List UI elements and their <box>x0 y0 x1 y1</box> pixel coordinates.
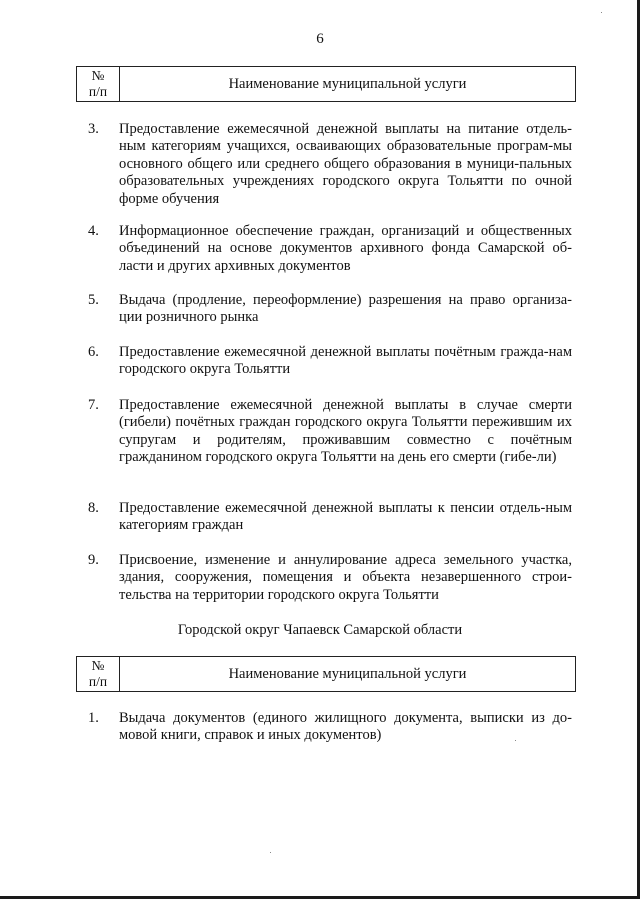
list-item <box>88 397 572 467</box>
list-item-text: Присвоение, изменение и аннулирование адреса земельного участка, здания, сооружения, помещения и объекта незавершенного строи-тельства на территории городского округа Тольятти <box>119 552 572 603</box>
list-item-number: 5. <box>88 292 99 308</box>
scan-speck <box>270 852 271 853</box>
table-header <box>76 66 576 102</box>
item-index-label: п/п <box>88 674 108 689</box>
list-item-text: Выдача (продление, переоформление) разрешения на право организа-ции розничного рынка <box>119 292 572 326</box>
list-item-number: 7. <box>88 397 99 413</box>
list-item-number: 3. <box>88 121 99 137</box>
list-item-number: 9. <box>88 552 99 568</box>
list-item-number: 1. <box>88 710 99 726</box>
number-sign-label: № <box>91 658 105 673</box>
page-number: 6 <box>316 31 324 47</box>
list-item-text: Предоставление ежемесячной денежной выплаты почётным гражда-нам городского округа Тольятти <box>119 344 572 378</box>
list-item <box>88 121 572 208</box>
list-item-number: 4. <box>88 223 99 239</box>
list-item-text: Информационное обеспечение граждан, организаций и общественных объединений на основе документов архивного фонда Самарской об-ласти и других архивных документов <box>119 223 572 274</box>
table-header <box>76 656 576 692</box>
list-item <box>88 500 572 535</box>
scan-speck <box>601 12 602 13</box>
list-item <box>88 292 572 327</box>
section-title: Городской округ Чапаевск Самарской области <box>177 622 463 638</box>
item-index-label: п/п <box>88 84 108 99</box>
list-item-number: 8. <box>88 500 99 516</box>
table-header-title-cell: Наименование муниципальной услуги <box>228 665 467 682</box>
list-item-text: Предоставление ежемесячной денежной выплаты в случае смерти (гибели) почётных граждан городского округа Тольятти пережившим их супругам и родителям, проживавшим совместно с почётным гражданином городского округа Тольятти на день его смерти (гибе-ли) <box>119 397 572 466</box>
list-item-text: Выдача документов (единого жилищного документа, выписки из до-мовой книги, справок и иных документов) <box>119 710 572 744</box>
table-header-title-cell: Наименование муниципальной услуги <box>228 75 467 92</box>
table-header-number-cell <box>77 67 120 101</box>
list-item-text: Предоставление ежемесячной денежной выплаты к пенсии отдель-ным категориям граждан <box>119 500 572 534</box>
list-item <box>88 344 572 379</box>
list-item <box>88 710 572 745</box>
list-item <box>88 223 572 275</box>
list-item <box>88 552 572 604</box>
list-item-number: 6. <box>88 344 99 360</box>
list-item-text: Предоставление ежемесячной денежной выплаты на питание отдель-ным категориям учащихся, осваивающих образовательные програм-мы основного общего или среднего общего образования в муници-пальных образовательных учреждениях городского округа Тольятти по очной форме обучения <box>119 121 572 207</box>
table-header-number-cell <box>77 657 120 691</box>
scan-speck <box>515 740 516 741</box>
number-sign-label: № <box>91 68 105 83</box>
